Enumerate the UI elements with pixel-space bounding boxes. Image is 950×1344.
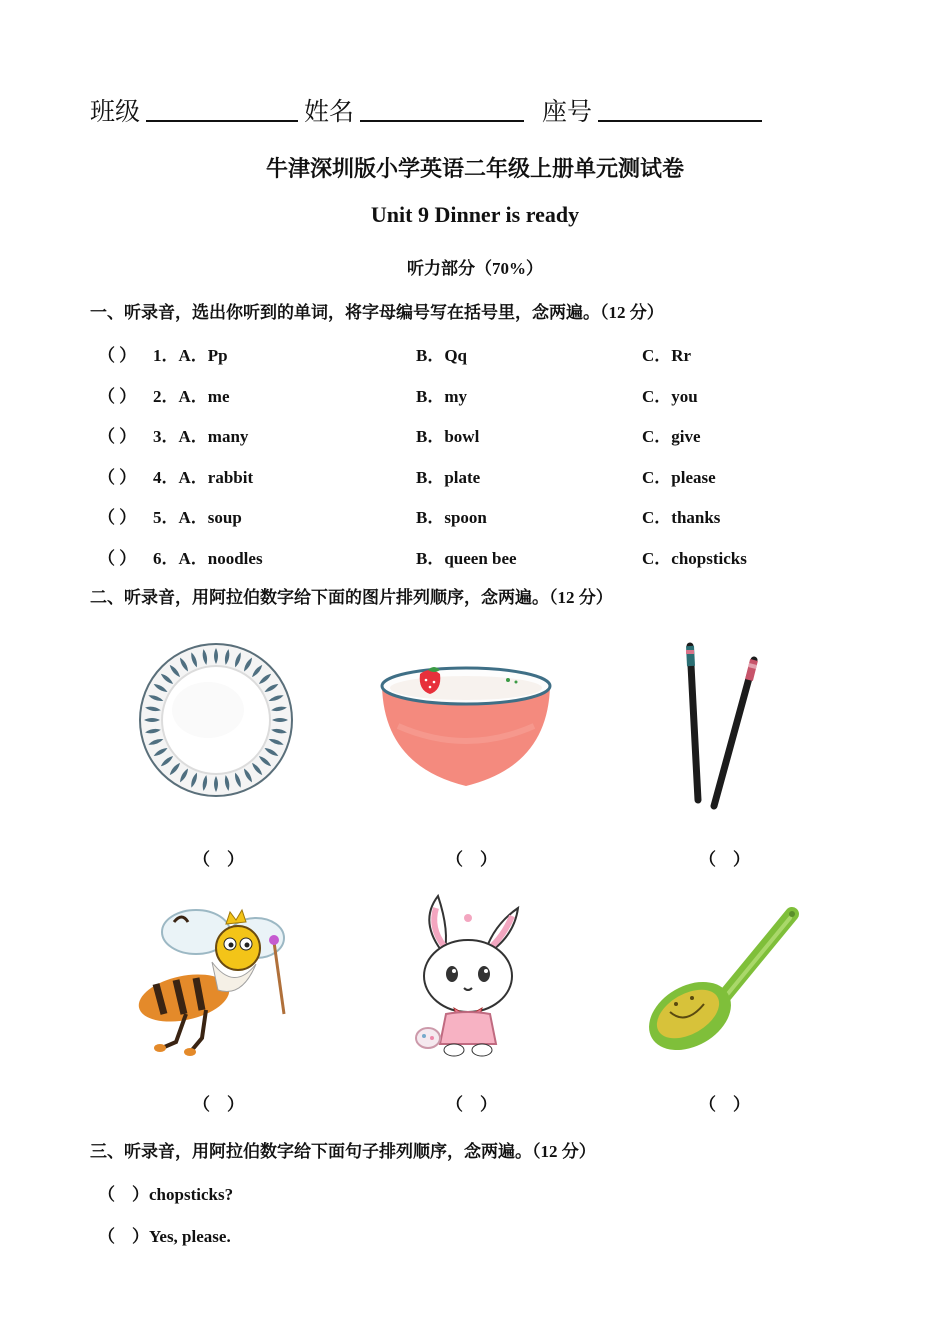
option-b: B．bowl — [416, 427, 480, 446]
unit-title: Unit 9 Dinner is ready — [370, 202, 580, 227]
plate-picture — [138, 642, 294, 798]
rabbit-picture — [406, 892, 530, 1058]
answer-bracket[interactable]: （ ） — [98, 1185, 149, 1204]
option-a: 5．A．soup — [153, 508, 242, 527]
name-blank[interactable] — [360, 96, 524, 122]
option-a: 3．A．many — [153, 427, 249, 446]
option-c: C．chopsticks — [642, 549, 747, 568]
bowl-picture — [378, 656, 554, 792]
sentence-row — [98, 1222, 231, 1247]
picture-bracket-4[interactable]: （ ） — [193, 1095, 244, 1114]
option-c: C．give — [642, 427, 701, 446]
part-title: 听力部分（70%） — [407, 259, 543, 278]
seat-blank[interactable] — [598, 96, 762, 122]
answer-bracket[interactable]: （ ） — [98, 468, 137, 487]
option-b: B．plate — [416, 468, 481, 487]
picture-bracket-6[interactable]: （ ） — [699, 1095, 750, 1114]
chopsticks-picture — [668, 640, 774, 812]
seat-label: 座号 — [542, 99, 593, 126]
section1-heading: 一、听录音，选出你听到的单词，将字母编号写在括号里，念两遍。（12 分） — [90, 303, 664, 322]
option-b: B．my — [416, 387, 467, 406]
answer-bracket[interactable]: （ ） — [98, 1227, 149, 1246]
answer-bracket[interactable]: （ ） — [98, 387, 137, 406]
option-c: C．you — [642, 387, 698, 406]
option-b: B．Qq — [416, 346, 468, 365]
option-a: 2．A．me — [153, 387, 230, 406]
sentence-text: Yes, please. — [149, 1227, 231, 1246]
answer-bracket[interactable]: （ ） — [98, 346, 137, 365]
option-c: C．please — [642, 468, 716, 487]
picture-bracket-5[interactable]: （ ） — [446, 1095, 497, 1114]
picture-bracket-1[interactable]: （ ） — [193, 850, 244, 869]
question-row — [98, 463, 858, 489]
sentence-row — [98, 1180, 233, 1205]
picture-bracket-3[interactable]: （ ） — [699, 850, 750, 869]
section2-heading: 二、听录音，用阿拉伯数字给下面的图片排列顺序，念两遍。（12 分） — [90, 588, 613, 607]
answer-bracket[interactable]: （ ） — [98, 427, 137, 446]
question-row — [98, 341, 858, 367]
class-blank[interactable] — [146, 96, 298, 122]
question-row — [98, 422, 858, 448]
option-b: B．spoon — [416, 508, 487, 527]
option-a: 6．A．noodles — [153, 549, 263, 568]
option-a: 4．A．rabbit — [153, 468, 254, 487]
picture-bracket-2[interactable]: （ ） — [446, 850, 497, 869]
question-row — [98, 382, 858, 408]
name-label: 姓名 — [304, 99, 355, 126]
worksheet-title: 牛津深圳版小学英语二年级上册单元测试卷 — [265, 156, 684, 181]
section3-heading: 三、听录音，用阿拉伯数字给下面句子排列顺序，念两遍。（12 分） — [90, 1142, 596, 1161]
queen-bee-picture — [126, 902, 290, 1058]
answer-bracket[interactable]: （ ） — [98, 549, 137, 568]
student-info-line — [90, 92, 768, 128]
option-c: C．thanks — [642, 508, 721, 527]
option-c: C．Rr — [642, 346, 692, 365]
question-row — [98, 503, 858, 529]
spoon-picture — [646, 904, 802, 1052]
answer-bracket[interactable]: （ ） — [98, 508, 137, 527]
class-label: 班级 — [90, 99, 141, 126]
option-a: 1．A．Pp — [153, 346, 228, 365]
question-row — [98, 544, 858, 570]
option-b: B．queen bee — [416, 549, 517, 568]
sentence-text: chopsticks? — [149, 1185, 234, 1204]
